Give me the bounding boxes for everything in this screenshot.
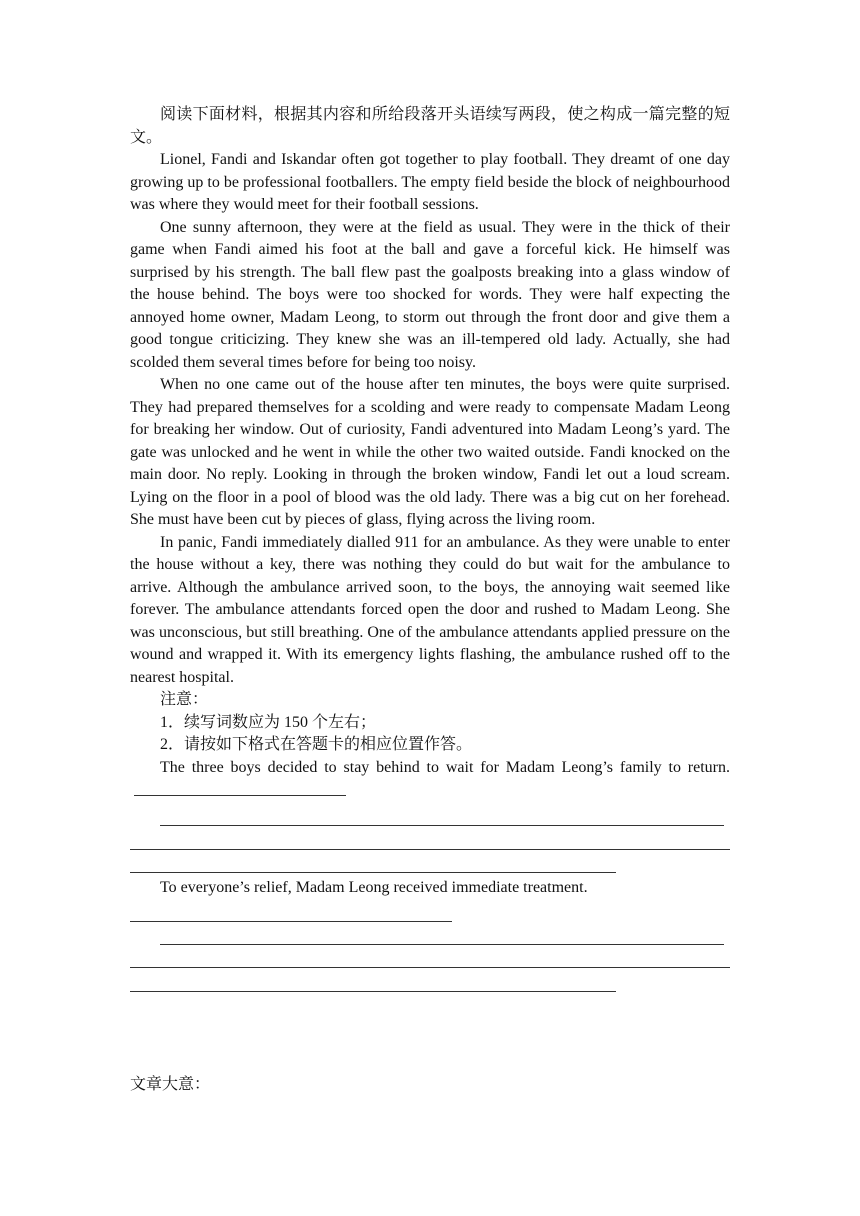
note-item-2: 2．请按如下格式在答题卡的相应位置作答。 xyxy=(160,736,473,753)
summary-label: 文章大意： xyxy=(130,1076,211,1093)
prompt-1-text: The three boys decided to stay behind to wait for Madam Leong’s family to return. xyxy=(160,758,730,776)
answer-line[interactable] xyxy=(130,851,616,874)
answer-line[interactable] xyxy=(160,804,724,827)
instruction-text: 阅读下面材料，根据其内容和所给段落开头语续写两段，使之构成一篇完整的短文。 xyxy=(130,106,730,146)
answer-line[interactable] xyxy=(160,922,724,945)
answer-line[interactable] xyxy=(130,946,730,969)
document-body xyxy=(130,104,730,993)
passage-paragraph-2: One sunny afternoon, they were at the field as usual. They were in the thick of their game when Fandi aimed his foot at the ball and gave a forceful kick. He himself was surprised by his strength. The ball flew past the goalposts breaking into a glass window of the house behind. The boys were too shocked for words. They were half expecting the annoyed home owner, Madam Leong, to storm out through the front door and give them a good tongue criticizing. They knew she was an ill-tempered old lady. Actually, she had scolded them several times before for being too noisy. xyxy=(130,218,730,371)
passage-paragraph-4: In panic, Fandi immediately dialled 911 for an ambulance. As they were unable to enter the house without a key, there was nothing they could do but wait for the ambulance to arrive. Although the ambulance arrived soon, to the boys, the annoying wait seemed like forever. The ambulance attendants forced open the door and rushed to Madam Leong. She was unconscious, but still breathing. One of the ambulance attendants applied pressure on the wound and wrapped it. With its emergency lights flashing, the ambulance rushed off to the nearest hospital. xyxy=(130,533,730,686)
passage-paragraph-1: Lionel, Fandi and Iskandar often got together to play football. They dreamt of one day growing up to be professional footballers. The empty field beside the block of neighbourhood was where they would meet for their football sessions. xyxy=(130,151,730,213)
answer-blank-inline-1[interactable] xyxy=(134,779,346,796)
notes-heading: 注意： xyxy=(160,691,209,708)
answer-line[interactable] xyxy=(130,969,616,992)
answer-line[interactable] xyxy=(130,827,730,850)
note-item-1: 1．续写词数应为 150 个左右； xyxy=(160,713,377,731)
continuation-prompt-2: To everyone’s relief, Madam Leong received immediate treatment. xyxy=(160,879,588,896)
continuation-prompt-1 xyxy=(130,757,730,804)
passage-paragraph-3: When no one came out of the house after ten minutes, the boys were quite surprised. They had prepared themselves for a scolding and were ready to compensate Madam Leong for breaking her window. Out of curiosity, Fandi adventured into Madam Leong’s yard. The gate was unlocked and he went in while the other two waited outside. Fandi knocked on the main door. No reply. Looking in through the broken window, Fandi let out a loud scream. Lying on the floor in a pool of blood was the old lady. There was a big cut on her forehead. She must have been cut by pieces of glass, flying across the living room. xyxy=(130,376,730,528)
answer-blank-inline-2[interactable] xyxy=(130,900,452,923)
